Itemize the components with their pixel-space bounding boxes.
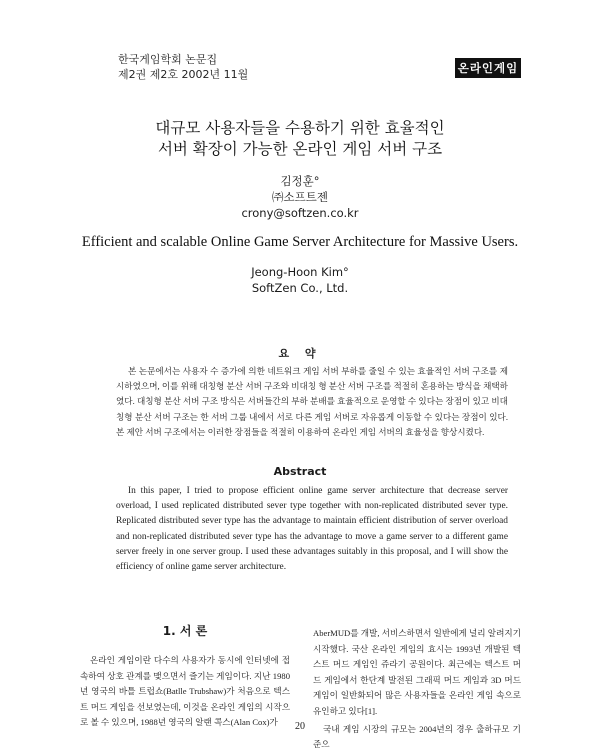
abstract-body: In this paper, I tried to propose efficient online game server architecture that decrease server overload, I used replicated distributed sever type together with non-replicated distributed sever type. Replicated distributed sever type has the advantage to maintain efficient distribution of server overload and non-replicated distributed sever type has the advantage to move a game server to a different game server freely in one server group. I used these advantages suitably in this proposal, and I will show the efficiency of online game server architecture. xyxy=(116,486,508,573)
korean-author-name: 김정훈° xyxy=(280,174,320,188)
section1-heading: 1. 서 론 xyxy=(162,624,208,638)
page-number: 20 xyxy=(295,721,305,732)
intro-paragraph-1: 온라인 게임이란 다수의 사용자가 동시에 인터넷에 접속하여 상호 관계를 맺으면서 즐기는 게임이다. 지난 1980년 영국의 바틀 트럽쇼(Batlle Trubshaw)가 처음으로 텍스트 머드 게임을 선보였는데, 이것을 온라인 게임의 시작으로 볼 수 있으며, 1988년 영국의 알랜 콕스(Alan Cox)가 xyxy=(80,655,290,728)
abstract-heading: Abstract xyxy=(273,465,327,478)
intro-paragraph-3: 국내 게임 시장의 규모는 2004년의 경우 출하규모 기준으 xyxy=(313,723,521,750)
summary-heading: 요 약 xyxy=(278,347,322,360)
journal-name: 한국게임학회 논문집 xyxy=(118,53,218,66)
korean-affiliation: ㈜소프트젠 xyxy=(272,190,328,204)
section-tag-badge: 온라인게임 xyxy=(455,58,521,78)
summary-body: 본 논문에서는 사용자 수 증가에 의한 네트워크 게임 서버 부하를 줄일 수 있는 효율적인 서버 구조를 제시하였으며, 이를 위해 대칭형 분산 서버 구조와 비대칭 형 분산 서버 구조를 적절히 혼용하는 방식을 채택하였다. 대칭형 분산 서버 구조 방식은 서버들간의 부하 분배를 효율적으로 운영할 수 있다는 장점이 있고 비대칭형 분산 서버 구조는 한 서버 그룹 내에서 서로 다른 게임 서버로 자유롭게 이동할 수 있다는 장점이 있다. 본 제안 서버 구조에서는 이러한 장점들을 적절히 이용하여 온라인 게임 서버의 효율성을 향상시켰다. xyxy=(116,366,508,437)
intro-paragraph-2: AberMUD를 개발, 서비스하면서 일반에게 널리 알려지기 시작했다. 국산 온라인 게임의 효시는 1993년 개발된 텍스트 머드 게임인 쥬라기 공원이다. 최근에는 텍스트 머드 게임에서 한단계 발전된 그래픽 머드 게임과 3D 머드 게임이 일반화되어 많은 사용자들을 온라인 게임 속으로 유인하고 있다[1]. xyxy=(313,628,521,716)
journal-volume: 제2권 제2호 2002년 11월 xyxy=(118,68,249,81)
english-title: Efficient and scalable Online Game Server Architecture for Massive Users. xyxy=(81,234,519,250)
korean-title-line2: 서버 확장이 가능한 온라인 게임 서버 구조 xyxy=(157,140,443,158)
journal-info xyxy=(118,52,248,82)
left-column xyxy=(80,622,290,731)
right-column xyxy=(313,626,521,753)
korean-title-line1: 대규모 사용자들을 수용하기 위한 효율적인 xyxy=(155,119,445,137)
korean-author-block xyxy=(0,173,600,221)
korean-title xyxy=(0,118,600,160)
author-email: crony@softzen.co.kr xyxy=(241,206,359,220)
english-affiliation: SoftZen Co., Ltd. xyxy=(251,281,349,295)
english-author-name: Jeong-Hoon Kim° xyxy=(251,265,349,279)
english-author-block xyxy=(0,264,600,296)
